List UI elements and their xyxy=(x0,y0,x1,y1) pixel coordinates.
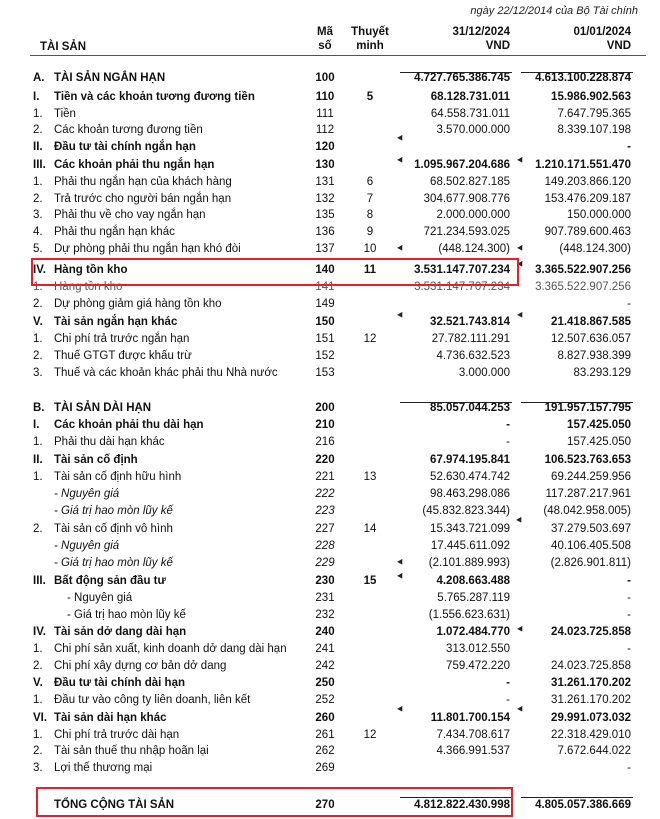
row-number: 1. xyxy=(33,333,43,345)
row-code: 136 xyxy=(315,226,335,238)
row-value-2024-12-31: 1.095.967.204.686 xyxy=(414,159,510,171)
table-row xyxy=(0,555,660,571)
table-row xyxy=(0,174,660,190)
row-value-2024-12-31: 27.782.111.291 xyxy=(431,333,510,345)
row-value-2024-12-31: 67.974.195.841 xyxy=(430,454,510,466)
row-code: 260 xyxy=(315,712,335,724)
row-name: Trả trước cho người bán ngắn hạn xyxy=(54,193,232,205)
row-code: 221 xyxy=(315,471,335,483)
header-code: Mã số xyxy=(317,26,333,52)
row-name: - Nguyên giá xyxy=(67,592,133,604)
row-value-2024-12-31: 17.445.611.092 xyxy=(430,540,510,552)
row-code: 111 xyxy=(316,108,334,120)
row-value-2024-12-31: - xyxy=(506,436,510,448)
underline xyxy=(521,402,633,403)
underline xyxy=(400,72,512,73)
row-number: 3. xyxy=(33,762,43,774)
row-name: Hàng tồn kho xyxy=(54,264,128,276)
row-code: 228 xyxy=(315,540,335,552)
row-value-2024-01-01: (48.042.958.005) xyxy=(543,505,631,517)
row-code: 135 xyxy=(315,209,335,221)
row-value-2024-01-01: 117.287.217.961 xyxy=(545,488,631,500)
table-row xyxy=(0,573,660,589)
underline xyxy=(521,72,633,73)
row-value-2024-12-31: 98.463.298.086 xyxy=(430,488,510,500)
row-value-2024-01-01: 15.986.902.563 xyxy=(551,91,631,103)
row-code: 229 xyxy=(315,557,335,569)
row-number: B. xyxy=(33,402,45,414)
row-name: Phải thu về cho vay ngắn hạn xyxy=(54,209,206,221)
row-name: Chi phí trả trước dài hạn xyxy=(54,729,180,741)
row-code: 220 xyxy=(315,454,335,466)
row-name: Hàng tồn kho xyxy=(54,281,123,293)
row-name: Tiền xyxy=(54,108,76,120)
row-value-2024-01-01: 21.418.867.585 xyxy=(551,316,631,328)
table-row xyxy=(0,760,660,776)
row-name: - Nguyên giá xyxy=(54,540,120,552)
row-value-2024-01-01: 3.365.522.907.256 xyxy=(535,264,631,276)
row-value-2024-01-01: 24.023.725.858 xyxy=(551,660,631,672)
row-value-2024-12-31: 3.531.147.707.234 xyxy=(414,281,510,293)
row-value-2024-12-31: 4.208.663.488 xyxy=(436,575,510,587)
row-name: Lợi thế thương mại xyxy=(54,762,153,774)
row-name: Tài sản cố định xyxy=(54,454,138,466)
row-number: II. xyxy=(33,141,43,153)
row-name: Tiền và các khoản tương đương tiền xyxy=(54,91,255,103)
row-name: TÀI SẢN DÀI HẠN xyxy=(54,402,152,414)
row-number: 2. xyxy=(33,745,43,757)
row-value-2024-01-01: - xyxy=(627,609,631,621)
table-row xyxy=(0,139,660,155)
row-name: Dự phòng giảm giá hàng tồn kho xyxy=(54,298,222,310)
row-name: Chi phí xây dựng cơ bản dở dang xyxy=(54,660,227,672)
table-row xyxy=(0,710,660,726)
row-value-2024-01-01: 4.613.100.228.874 xyxy=(535,72,631,84)
row-value-2024-01-01: 4.805.057.386.669 xyxy=(535,799,631,811)
row-number: 1. xyxy=(33,694,43,706)
row-code: 153 xyxy=(315,367,335,379)
row-number: V. xyxy=(33,316,43,328)
row-code: 250 xyxy=(315,677,335,689)
row-value-2024-01-01: 83.293.129 xyxy=(573,367,631,379)
row-value-2024-01-01: 29.991.073.032 xyxy=(551,712,631,724)
row-code: 231 xyxy=(315,592,335,604)
row-value-2024-01-01: 1.210.171.551.470 xyxy=(535,159,631,171)
row-value-2024-12-31: (1.556.623.631) xyxy=(428,609,510,621)
table-row xyxy=(0,452,660,468)
table-row xyxy=(0,675,660,691)
row-value-2024-01-01: 37.279.503.697 xyxy=(551,523,631,535)
row-value-2024-12-31: 759.472.220 xyxy=(446,660,510,672)
row-name: Bất động sản đầu tư xyxy=(54,575,166,587)
row-value-2024-01-01: 153.476.209.187 xyxy=(544,193,631,205)
row-value-2024-12-31: (2.101.889.993) xyxy=(428,557,510,569)
row-value-2024-12-31: 4.736.632.523 xyxy=(436,350,510,362)
row-value-2024-01-01: 907.789.600.463 xyxy=(544,226,631,238)
row-name: Tài sản thuế thu nhập hoãn lại xyxy=(54,745,209,757)
row-number: I. xyxy=(33,91,40,103)
row-number: 1. xyxy=(33,436,43,448)
row-note: 8 xyxy=(366,209,374,221)
row-value-2024-12-31: 68.128.731.011 xyxy=(430,91,510,103)
row-code: 242 xyxy=(315,660,335,672)
row-value-2024-12-31: 68.502.827.185 xyxy=(430,176,510,188)
table-row xyxy=(0,486,660,502)
row-name: Phải thu ngắn hạn khác xyxy=(54,226,175,238)
table-row xyxy=(0,314,660,330)
row-code: 262 xyxy=(315,745,335,757)
table-row xyxy=(0,207,660,223)
row-value-2024-01-01: 150.000.000 xyxy=(567,209,631,221)
row-name: - Giá trị hao mòn lũy kế xyxy=(54,557,173,569)
row-name: Các khoản phải thu ngắn hạn xyxy=(54,159,215,171)
row-name: TÀI SẢN NGẮN HẠN xyxy=(54,72,166,84)
table-row xyxy=(0,641,660,657)
row-value-2024-12-31: 313.012.550 xyxy=(446,643,510,655)
row-value-2024-12-31: 4.812.822.430.998 xyxy=(414,799,510,811)
table-row xyxy=(0,590,660,606)
top-note: ngày 22/12/2014 của Bộ Tài chính xyxy=(470,5,638,17)
row-value-2024-12-31: (448.124.300) xyxy=(438,243,510,255)
row-name: Thuế và các khoản khác phải thu Nhà nước xyxy=(54,367,278,379)
row-number: 2. xyxy=(33,350,43,362)
row-value-2024-01-01: - xyxy=(627,575,631,587)
row-code: 141 xyxy=(315,281,335,293)
row-value-2024-12-31: 4.366.991.537 xyxy=(436,745,510,757)
row-number: 2. xyxy=(33,124,43,136)
row-name: Đầu tư tài chính dài hạn xyxy=(54,677,186,689)
table-row xyxy=(0,417,660,433)
row-note: 5 xyxy=(366,91,374,103)
row-code: 210 xyxy=(315,419,335,431)
row-note: 6 xyxy=(366,176,374,188)
row-note: 12 xyxy=(363,333,377,345)
header-v1: 31/12/2024 VND xyxy=(452,26,510,52)
row-code: 216 xyxy=(315,436,335,448)
row-code: 269 xyxy=(315,762,335,774)
row-code: 252 xyxy=(315,694,335,706)
row-code: 152 xyxy=(315,350,335,362)
row-number: 1. xyxy=(33,281,43,293)
table-row xyxy=(0,743,660,759)
row-value-2024-12-31: 5.765.287.119 xyxy=(437,592,510,604)
row-name: Tài sản ngắn hạn khác xyxy=(54,316,178,328)
row-name: Tài sản cố định vô hình xyxy=(54,523,173,535)
row-name: Chi phí sản xuất, kinh doanh dở dang dài hạn xyxy=(54,643,287,655)
row-note: 9 xyxy=(366,226,374,238)
row-value-2024-12-31: 52.630.474.742 xyxy=(430,471,510,483)
row-value-2024-01-01: 7.672.644.022 xyxy=(557,745,631,757)
row-number: 2. xyxy=(33,523,43,535)
row-value-2024-01-01: 31.261.170.202 xyxy=(551,677,631,689)
row-value-2024-12-31: 3.570.000.000 xyxy=(436,124,510,136)
row-name: Phải thu dài hạn khác xyxy=(54,436,165,448)
row-number: 4. xyxy=(33,226,43,238)
row-name: Các khoản tương đương tiền xyxy=(54,124,203,136)
table-row xyxy=(0,365,660,381)
row-value-2024-01-01: 3.365.522.907.256 xyxy=(535,281,631,293)
table-row xyxy=(0,607,660,623)
row-value-2024-12-31: 4.727.765.386.745 xyxy=(414,72,510,84)
row-value-2024-01-01: 191.957.157.795 xyxy=(544,402,631,414)
table-row xyxy=(0,89,660,105)
highlight-box-inventory xyxy=(31,258,519,286)
row-name: - Nguyên giá xyxy=(54,488,120,500)
row-code: 223 xyxy=(315,505,335,517)
underline xyxy=(521,797,633,798)
header-asset: TÀI SẢN xyxy=(40,41,86,53)
row-value-2024-01-01: (448.124.300) xyxy=(559,243,631,255)
table-row xyxy=(0,296,660,312)
row-number: 1. xyxy=(33,108,43,120)
row-note: 15 xyxy=(363,575,377,587)
table-row xyxy=(0,348,660,364)
row-number: 2. xyxy=(33,298,43,310)
row-value-2024-01-01: - xyxy=(627,141,631,153)
table-row xyxy=(0,503,660,519)
row-number: III. xyxy=(33,159,46,171)
row-value-2024-01-01: 24.023.725.858 xyxy=(551,626,631,638)
row-code: 241 xyxy=(315,643,335,655)
row-code: 270 xyxy=(315,799,335,811)
row-number: V. xyxy=(33,677,43,689)
row-number: 1. xyxy=(33,176,43,188)
row-number: 1. xyxy=(33,643,43,655)
row-value-2024-01-01: 8.339.107.198 xyxy=(557,124,631,136)
row-code: 240 xyxy=(315,626,335,638)
row-code: 151 xyxy=(315,333,335,345)
row-name: Thuế GTGT được khấu trừ xyxy=(54,350,192,362)
underline xyxy=(400,402,512,403)
row-number: 3. xyxy=(33,209,43,221)
row-code: 137 xyxy=(315,243,335,255)
table-row xyxy=(0,224,660,240)
row-code: 232 xyxy=(315,609,335,621)
row-code: 100 xyxy=(315,72,335,84)
row-value-2024-12-31: 15.343.721.099 xyxy=(430,523,510,535)
row-value-2024-12-31: 721.234.593.025 xyxy=(423,226,510,238)
row-code: 130 xyxy=(315,159,335,171)
row-note: 11 xyxy=(363,264,377,276)
row-name: TỔNG CỘNG TÀI SẢN xyxy=(54,799,175,811)
row-number: II. xyxy=(33,454,43,466)
row-value-2024-12-31: 64.558.731.011 xyxy=(430,108,510,120)
row-value-2024-12-31: 304.677.908.776 xyxy=(423,193,510,205)
table-row xyxy=(0,157,660,173)
row-value-2024-12-31: 1.072.484.770 xyxy=(436,626,510,638)
row-value-2024-12-31: 32.521.743.814 xyxy=(430,316,510,328)
row-number: 1. xyxy=(33,471,43,483)
row-code: 120 xyxy=(315,141,335,153)
row-name: Dự phòng phải thu ngắn hạn khó đòi xyxy=(54,243,241,255)
row-code: 110 xyxy=(315,91,335,103)
row-code: 261 xyxy=(315,729,335,741)
row-name: - Giá trị hao mòn lũy kế xyxy=(67,609,186,621)
row-value-2024-01-01: - xyxy=(627,298,631,310)
row-value-2024-12-31: - xyxy=(506,419,510,431)
row-name: Tài sản dài hạn khác xyxy=(54,712,167,724)
row-value-2024-12-31: - xyxy=(506,677,510,689)
row-name: Đầu tư vào công ty liên doanh, liên kết xyxy=(54,694,251,706)
table-row xyxy=(0,624,660,640)
table-row xyxy=(0,692,660,708)
row-note: 12 xyxy=(363,729,377,741)
header-note: Thuyết minh xyxy=(351,26,389,52)
row-number: IV. xyxy=(33,626,47,638)
row-value-2024-01-01: 40.106.405.508 xyxy=(551,540,631,552)
row-code: 200 xyxy=(315,402,335,414)
row-number: A. xyxy=(33,72,45,84)
table-row xyxy=(0,434,660,450)
row-number: 2. xyxy=(33,660,43,672)
row-note: 7 xyxy=(366,193,374,205)
row-value-2024-01-01: - xyxy=(627,592,631,604)
row-number: IV. xyxy=(33,264,47,276)
row-value-2024-01-01: 69.244.259.956 xyxy=(551,471,631,483)
row-value-2024-01-01: (2.826.901.811) xyxy=(550,557,631,569)
row-number: 5. xyxy=(33,243,43,255)
row-number: 2. xyxy=(33,193,43,205)
table-row xyxy=(0,331,660,347)
row-value-2024-01-01: - xyxy=(627,643,631,655)
row-name: Tài sản cố định hữu hình xyxy=(54,471,182,483)
row-code: 227 xyxy=(315,523,335,535)
header-rule xyxy=(30,55,646,56)
row-value-2024-12-31: - xyxy=(506,694,510,706)
row-value-2024-01-01: 149.203.866.120 xyxy=(544,176,631,188)
row-value-2024-01-01: 8.827.938.399 xyxy=(557,350,631,362)
table-row xyxy=(0,106,660,122)
row-value-2024-01-01: 106.523.763.653 xyxy=(544,454,631,466)
row-name: Các khoản phải thu dài hạn xyxy=(54,419,204,431)
row-value-2024-12-31: 3.000.000 xyxy=(458,367,510,379)
row-value-2024-01-01: - xyxy=(627,762,631,774)
table-row xyxy=(0,521,660,537)
row-value-2024-12-31: 85.057.044.253 xyxy=(430,402,510,414)
row-value-2024-01-01: 157.425.050 xyxy=(567,419,631,431)
row-value-2024-12-31: 7.434.708.617 xyxy=(436,729,510,741)
row-name: - Giá trị hao mòn lũy kế xyxy=(54,505,173,517)
row-value-2024-12-31: (45.832.823.344) xyxy=(422,505,510,517)
table-row xyxy=(0,658,660,674)
row-value-2024-01-01: 22.318.429.010 xyxy=(551,729,631,741)
table-row xyxy=(0,241,660,257)
row-code: 230 xyxy=(315,575,335,587)
row-number: III. xyxy=(33,575,46,587)
table-row xyxy=(0,122,660,138)
row-code: 150 xyxy=(315,316,335,328)
row-code: 112 xyxy=(315,124,335,136)
row-value-2024-01-01: 157.425.050 xyxy=(567,436,631,448)
row-code: 149 xyxy=(315,298,335,310)
row-name: Chi phí trả trước ngắn hạn xyxy=(54,333,190,345)
row-number: VI. xyxy=(33,712,48,724)
row-number: I. xyxy=(33,419,40,431)
row-note: 10 xyxy=(363,243,377,255)
row-name: Tài sản dở dang dài hạn xyxy=(54,626,187,638)
table-row xyxy=(0,191,660,207)
table-row xyxy=(0,727,660,743)
row-code: 140 xyxy=(315,264,335,276)
header-v2: 01/01/2024 VND xyxy=(573,26,631,52)
row-number: 3. xyxy=(33,367,43,379)
row-name: Phải thu ngắn hạn của khách hàng xyxy=(54,176,232,188)
table-row xyxy=(0,469,660,485)
row-code: 132 xyxy=(315,193,335,205)
row-name: Đầu tư tài chính ngắn hạn xyxy=(54,141,196,153)
row-value-2024-12-31: 11.801.700.154 xyxy=(430,712,510,724)
row-value-2024-12-31: 3.531.147.707.234 xyxy=(414,264,510,276)
row-code: 131 xyxy=(315,176,335,188)
row-value-2024-01-01: 31.261.170.202 xyxy=(551,694,631,706)
row-number: 1. xyxy=(33,729,43,741)
highlight-box-total-assets xyxy=(36,787,513,817)
row-code: 222 xyxy=(315,488,335,500)
row-value-2024-01-01: 7.647.795.365 xyxy=(557,108,631,120)
row-note: 14 xyxy=(363,523,377,535)
table-row xyxy=(0,538,660,554)
row-value-2024-01-01: 12.507.636.057 xyxy=(551,333,631,345)
row-note: 13 xyxy=(363,471,377,483)
row-value-2024-12-31: 2.000.000.000 xyxy=(436,209,510,221)
